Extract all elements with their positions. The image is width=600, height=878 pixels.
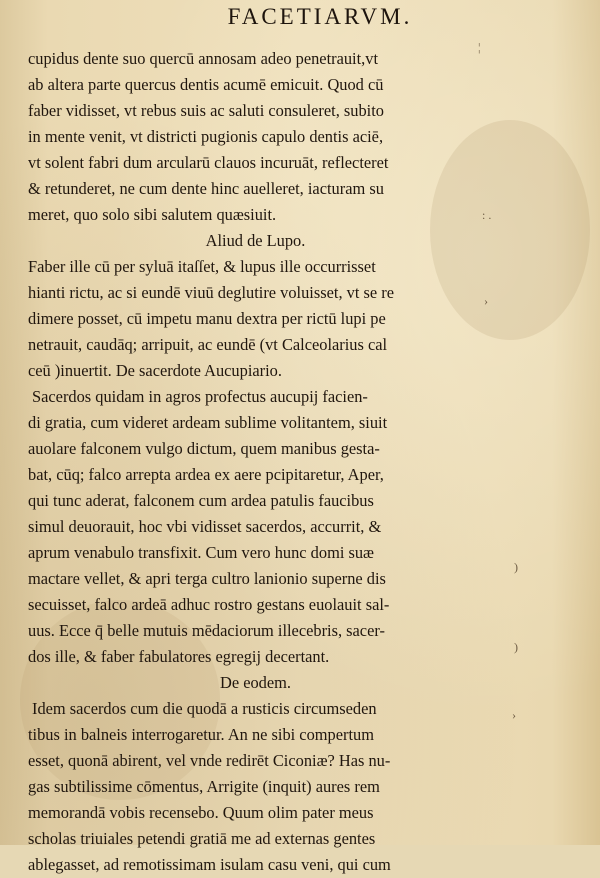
text-line: in mente venit, vt districti pugionis capulo dentis aciē, [28,127,384,146]
text-line: dimere posset, cū impetu manu dextra per rictū lupi pe [28,309,386,328]
text-line: hianti rictu, ac si eundē viuū deglutire voluisset, vt se re [28,283,394,302]
text-block [28,46,483,878]
text-line: qui tunc aderat, falconem cum ardea patulis faucibus [28,491,374,510]
text-line: ceū )inuertit. De sacerdote Aucupiario. [28,361,282,380]
text-line: ablegasset, ad remotissimam isulam casu veni, qui cum [28,855,391,874]
text-line: secuisset, falco ardeā adhuc rostro gestans euolauit sal- [28,595,390,614]
margin-mark: ¦ [478,40,481,54]
text-line: vt solent fabri dum arcularū clauos incuruāt, reflecteret [28,153,389,172]
text-line: mactare vellet, & apri terga cultro lanionio superne dis [28,569,386,588]
text-line: dos ille, & faber fabulatores egregij decertant. [28,647,330,666]
text-line: di gratia, cum videret ardeam sublime volitantem, siuit [28,413,388,432]
margin-mark: ) [514,640,518,654]
text-line: bat, cūq; falco arrepta ardea ex aere pcipitaretur, Aper, [28,465,384,484]
text-line: simul deuorauit, hoc vbi vidisset sacerdos, accurrit, & [28,517,382,536]
text-line: netrauit, caudāq; arripuit, ac eundē (vt Calceolarius cal [28,335,388,354]
running-head: FACETIARVM. [227,4,413,29]
text-line: cupidus dente suo quercū annosam adeo penetrauit,vt [28,49,379,68]
text-line: ab altera parte quercus dentis acumē emicuit. Quod cū [28,75,384,94]
margin-mark: : . [482,208,492,222]
margin-mark: › [484,294,488,308]
text-line: uus. Ecce q̄ belle mutuis mēdaciorum illecebris, sacer- [28,621,385,640]
text-line: tibus in balneis interrogaretur. An ne sibi compertum [28,725,374,744]
text-line: esset, quonā abirent, vel vnde redirēt Ciconiæ? Has nu- [28,751,391,770]
section-heading: De eodem. [220,673,291,692]
text-line: scholas triuiales petendi gratiā me ad externas gentes [28,829,376,848]
text-line: & retunderet, ne cum dente hinc auelleret, iacturam su [28,179,384,198]
text-line: Faber ille cū per syluā itaſſet, & lupus ille occurrisset [28,257,376,276]
text-line: faber vidisset, vt rebus suis ac saluti consuleret, subito [28,101,384,120]
text-line: Idem sacerdos cum die quodā a rusticis circumseden [32,699,377,718]
margin-mark: ) [514,560,518,574]
margin-mark: › [512,708,516,722]
section-heading: Aliud de Lupo. [205,231,306,250]
text-line: Sacerdos quidam in agros profectus aucupij facien- [32,387,368,406]
text-line: aprum venabulo transfixit. Cum vero hunc domi suæ [28,543,374,562]
text-line: meret, quo solo sibi salutem quæsiuit. [28,205,277,224]
text-line: auolare falconem vulgo dictum, quem manibus gesta- [28,439,380,458]
text-line: gas subtilissime cōmentus, Arrigite (inquit) aures rem [28,777,380,796]
text-line: memorandā vobis recensebo. Quum olim pater meus [28,803,374,822]
